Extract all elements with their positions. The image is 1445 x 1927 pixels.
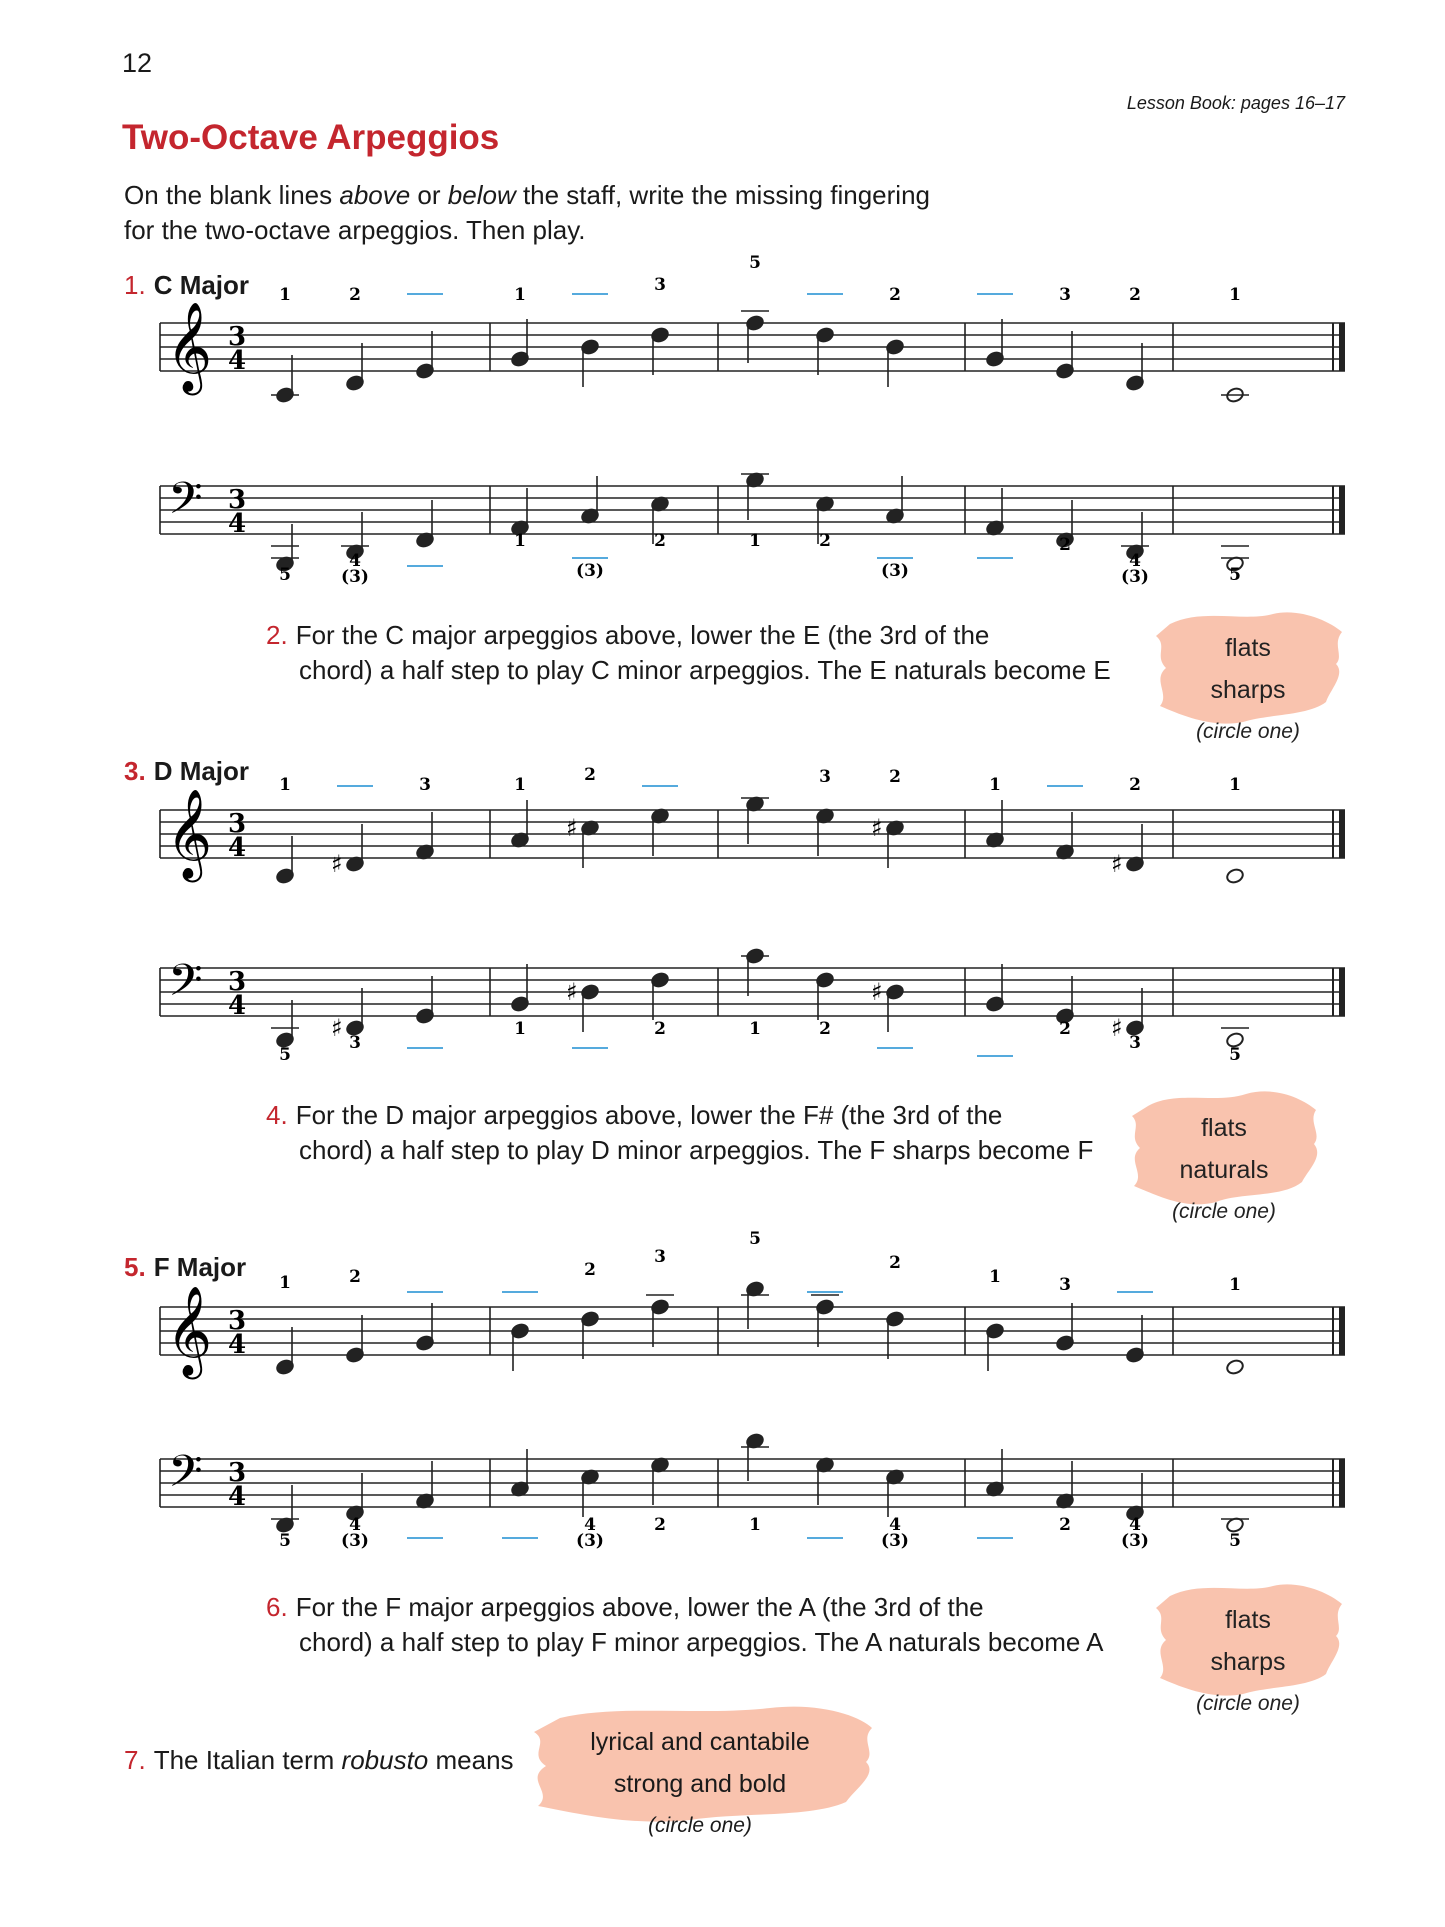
fingering-number: 2 bbox=[1129, 775, 1141, 795]
fingering-number: 1 bbox=[989, 1267, 1001, 1287]
time-signature-top: 3 bbox=[228, 485, 247, 515]
fingering-number: 2 bbox=[1059, 1019, 1071, 1039]
question-7-number: 7. bbox=[124, 1745, 146, 1775]
treble-clef-icon: 𝄞 bbox=[166, 1286, 213, 1376]
fingering-number: 1 bbox=[749, 1515, 761, 1535]
question-2-line1: For the C major arpeggios above, lower the E (the 3rd of the bbox=[295, 620, 990, 650]
instructions-part1: On the blank lines bbox=[124, 180, 340, 210]
final-barline bbox=[1339, 1307, 1345, 1355]
fingering-number: 2 bbox=[349, 285, 361, 305]
time-signature-bottom: 4 bbox=[228, 991, 247, 1021]
fingering-number: 2 bbox=[654, 1515, 666, 1535]
question-4 bbox=[266, 1098, 1093, 1168]
question-6-line1: For the F major arpeggios above, lower the A (the 3rd of the bbox=[295, 1592, 984, 1622]
instructions-line2: for the two-octave arpeggios. Then play. bbox=[124, 215, 586, 245]
lesson-reference: Lesson Book: pages 16–17 bbox=[1126, 93, 1345, 113]
bass-clef-icon: 𝄢 bbox=[168, 472, 203, 535]
question-7-before: The Italian term bbox=[153, 1745, 342, 1775]
answer-bubble-7[interactable] bbox=[520, 1702, 880, 1852]
question-2 bbox=[266, 618, 1111, 688]
fingering-number: 5 bbox=[749, 253, 761, 273]
page-title: Two-Octave Arpeggios bbox=[122, 118, 500, 157]
fingering-number: 2 bbox=[889, 1253, 901, 1273]
fingering-number: 4 bbox=[584, 1515, 596, 1535]
fingering-number: 1 bbox=[514, 285, 526, 305]
fingering-number: 3 bbox=[1129, 1033, 1141, 1053]
option-sharps[interactable]: sharps bbox=[1210, 676, 1286, 704]
fingering-number: 3 bbox=[654, 1247, 666, 1267]
fingering-number: 4 bbox=[1129, 551, 1141, 571]
option-flats[interactable]: flats bbox=[1225, 634, 1271, 662]
sharp-icon: ♯ bbox=[871, 814, 883, 842]
option-lyrical[interactable]: lyrical and cantabile bbox=[590, 1728, 810, 1756]
fingering-number: 2 bbox=[819, 1019, 831, 1039]
question-7-after: means bbox=[428, 1745, 514, 1775]
instructions-below: below bbox=[447, 180, 516, 210]
note-head bbox=[1225, 1358, 1244, 1375]
fingering-number: 2 bbox=[654, 531, 666, 551]
final-barline bbox=[1339, 323, 1345, 371]
fingering-number: 4 bbox=[1129, 1515, 1141, 1535]
fingering-number: 3 bbox=[1059, 1275, 1071, 1295]
bass-clef-icon: 𝄢 bbox=[168, 954, 203, 1017]
question-7 bbox=[124, 1745, 514, 1776]
time-signature-top: 3 bbox=[228, 322, 247, 352]
circle-one-note: (circle one) bbox=[1196, 1692, 1300, 1715]
bass-clef-icon: 𝄢 bbox=[168, 1445, 203, 1508]
exercise-5-key: F Major bbox=[153, 1252, 247, 1282]
fingering-number: 1 bbox=[1229, 1275, 1241, 1295]
fingering-number: 2 bbox=[584, 1260, 596, 1280]
question-4-line2: chord) a half step to play D minor arpeggios. The F sharps become F bbox=[299, 1135, 1094, 1165]
question-6-line2: chord) a half step to play F minor arpeggios. The A naturals become A bbox=[299, 1627, 1104, 1657]
fingering-number: 1 bbox=[749, 531, 761, 551]
option-naturals[interactable]: naturals bbox=[1179, 1156, 1269, 1184]
fingering-number: 1 bbox=[514, 531, 526, 551]
sharp-icon: ♯ bbox=[1111, 850, 1123, 878]
circle-one-note: (circle one) bbox=[1172, 1200, 1276, 1223]
question-6-number: 6. bbox=[266, 1592, 288, 1622]
fingering-number: 2 bbox=[349, 1267, 361, 1287]
fingering-number: 4 bbox=[889, 1515, 901, 1535]
fingering-number: 2 bbox=[1059, 1515, 1071, 1535]
fingering-number: 1 bbox=[279, 775, 291, 795]
option-strong[interactable]: strong and bold bbox=[613, 1770, 787, 1798]
fingering-number: (3) bbox=[341, 1531, 369, 1551]
fingering-number: 1 bbox=[1229, 285, 1241, 305]
sharp-icon: ♯ bbox=[331, 850, 343, 878]
circle-one-note: (circle one) bbox=[1196, 720, 1300, 743]
instructions-part2: or bbox=[410, 180, 448, 210]
fingering-number: (3) bbox=[1121, 567, 1149, 587]
final-barline bbox=[1339, 810, 1345, 858]
exercise-1-number: 1. bbox=[124, 270, 146, 300]
question-7-term: robusto bbox=[341, 1745, 429, 1775]
fingering-number: 3 bbox=[1059, 285, 1071, 305]
option-flats[interactable]: flats bbox=[1201, 1114, 1247, 1142]
fingering-number: 2 bbox=[889, 767, 901, 787]
instructions-above: above bbox=[339, 180, 411, 210]
option-sharps[interactable]: sharps bbox=[1210, 1648, 1286, 1676]
fingering-number: 2 bbox=[654, 1019, 666, 1039]
exercise-3-key: D Major bbox=[153, 756, 250, 786]
fingering-number: 3 bbox=[819, 767, 831, 787]
fingering-number: 1 bbox=[514, 775, 526, 795]
exercise-1-key: C Major bbox=[153, 270, 250, 300]
fingering-number: 2 bbox=[1129, 285, 1141, 305]
answer-bubble-6[interactable] bbox=[1148, 1578, 1348, 1728]
fingering-number: 2 bbox=[1059, 535, 1071, 555]
fingering-number: (3) bbox=[881, 1531, 909, 1551]
question-2-number: 2. bbox=[266, 620, 288, 650]
final-barline bbox=[1339, 968, 1345, 1016]
final-barline bbox=[1339, 1459, 1345, 1507]
sharp-icon: ♯ bbox=[871, 978, 883, 1006]
fingering-number: 1 bbox=[514, 1019, 526, 1039]
fingering-number: 5 bbox=[279, 1045, 291, 1065]
fingering-number: 5 bbox=[279, 565, 291, 585]
fingering-number: 5 bbox=[749, 1229, 761, 1249]
time-signature-bottom: 4 bbox=[228, 1330, 247, 1360]
time-signature-top: 3 bbox=[228, 1458, 247, 1488]
fingering-number: (3) bbox=[1121, 1531, 1149, 1551]
page-number: 12 bbox=[122, 48, 153, 78]
sharp-icon: ♯ bbox=[1111, 1014, 1123, 1042]
time-signature-top: 3 bbox=[228, 967, 247, 997]
exercise-5-number: 5. bbox=[124, 1252, 146, 1282]
question-2-line2: chord) a half step to play C minor arpeggios. The E naturals become E bbox=[299, 655, 1111, 685]
fingering-number: 2 bbox=[819, 531, 831, 551]
sharp-icon: ♯ bbox=[331, 1014, 343, 1042]
fingering-number: 2 bbox=[584, 765, 596, 785]
fingering-number: (3) bbox=[341, 567, 369, 587]
fingering-number: (3) bbox=[576, 561, 604, 581]
instructions-part3: the staff, write the missing fingering bbox=[515, 180, 930, 210]
treble-clef-icon: 𝄞 bbox=[166, 302, 213, 392]
time-signature-top: 3 bbox=[228, 809, 247, 839]
sharp-icon: ♯ bbox=[566, 814, 578, 842]
fingering-number: (3) bbox=[881, 561, 909, 581]
fingering-number: 1 bbox=[989, 775, 1001, 795]
time-signature-bottom: 4 bbox=[228, 833, 247, 863]
exercise-3-number: 3. bbox=[124, 756, 146, 786]
time-signature-bottom: 4 bbox=[228, 509, 247, 539]
question-6 bbox=[266, 1590, 1104, 1660]
question-4-number: 4. bbox=[266, 1100, 288, 1130]
time-signature-bottom: 4 bbox=[228, 1482, 247, 1512]
fingering-number: 1 bbox=[1229, 775, 1241, 795]
fingering-number: (3) bbox=[576, 1531, 604, 1551]
answer-bubble-2[interactable] bbox=[1148, 606, 1348, 756]
treble-clef-icon: 𝄞 bbox=[166, 789, 213, 879]
note-head bbox=[1225, 867, 1244, 884]
option-flats[interactable]: flats bbox=[1225, 1606, 1271, 1634]
fingering-number: 5 bbox=[1229, 1045, 1241, 1065]
answer-bubble-4[interactable] bbox=[1124, 1086, 1324, 1236]
fingering-number: 4 bbox=[349, 1515, 361, 1535]
fingering-number: 2 bbox=[889, 285, 901, 305]
time-signature-top: 3 bbox=[228, 1306, 247, 1336]
fingering-number: 3 bbox=[654, 275, 666, 295]
time-signature-bottom: 4 bbox=[228, 346, 247, 376]
question-4-line1: For the D major arpeggios above, lower the F# (the 3rd of the bbox=[295, 1100, 1003, 1130]
fingering-number: 1 bbox=[279, 285, 291, 305]
fingering-number: 1 bbox=[749, 1019, 761, 1039]
fingering-number: 5 bbox=[1229, 1531, 1241, 1551]
circle-one-note: (circle one) bbox=[648, 1814, 752, 1837]
final-barline bbox=[1339, 486, 1345, 534]
fingering-number: 5 bbox=[1229, 565, 1241, 585]
fingering-number: 3 bbox=[349, 1033, 361, 1053]
fingering-number: 5 bbox=[279, 1531, 291, 1551]
fingering-number: 1 bbox=[279, 1273, 291, 1293]
fingering-number: 3 bbox=[419, 775, 431, 795]
sharp-icon: ♯ bbox=[566, 978, 578, 1006]
fingering-number: 4 bbox=[349, 551, 361, 571]
